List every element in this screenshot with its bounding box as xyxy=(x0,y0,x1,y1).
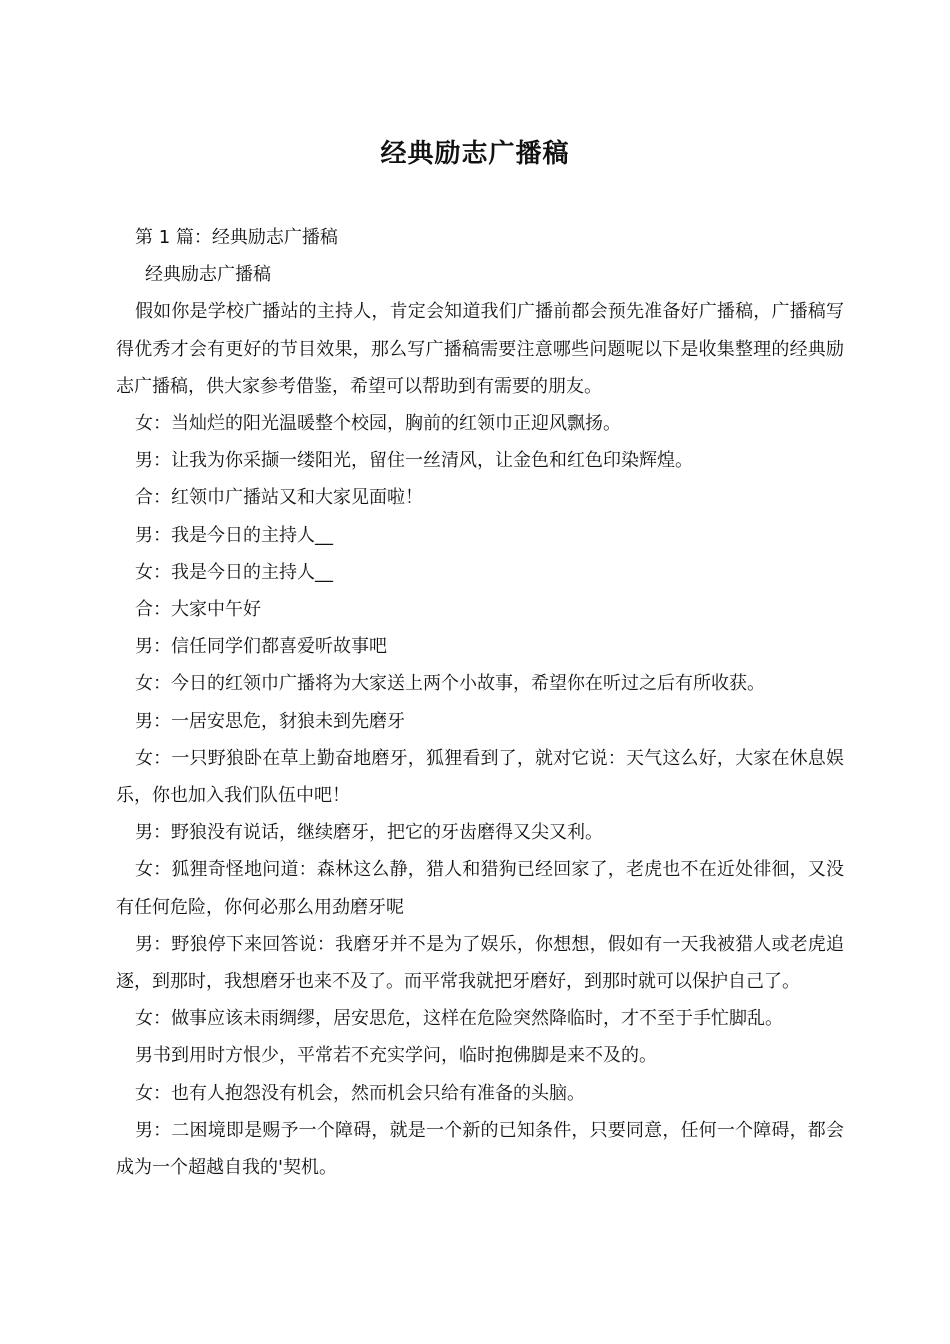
paragraph: 女：狐狸奇怪地问道：森林这么静，猎人和猎狗已经回家了，老虎也不在近处徘徊，又没有任何危险，你何必那么用劲磨牙呢 xyxy=(116,859,844,918)
paragraph: 男：二困境即是赐予一个障碍，就是一个新的已知条件，只要同意，任何一个障碍，都会成为一个超越自我的'契机。 xyxy=(116,1119,844,1179)
paragraph: 男：野狼没有说话，继续磨牙，把它的牙齿磨得又尖又利。 xyxy=(135,822,603,844)
paragraph: 合：红领巾广播站又和大家见面啦！ xyxy=(135,487,423,509)
paragraph-intro: 假如你是学校广播站的主持人，肯定会知道我们广播前都会预先准备好广播稿，广播稿写得优秀才会有更好的节目效果，那么写广播稿需要注意哪些问题呢以下是收集整理的经典励志广播稿，供大家参考借鉴，希望可以帮助到有需要的朋友。 xyxy=(116,301,844,397)
paragraph: 合：大家中午好 xyxy=(135,599,261,621)
paragraph: 女：做事应该未雨绸缪，居安思危，这样在危险突然降临时，才不至于手忙脚乱。 xyxy=(135,1008,783,1030)
paragraph-subtitle: 经典励志广播稿 xyxy=(145,264,271,286)
paragraph: 女：也有人抱怨没有机会，然而机会只给有准备的头脑。 xyxy=(135,1082,585,1104)
paragraph: 女：我是今日的主持人__ xyxy=(135,561,333,583)
document-body xyxy=(116,219,844,1186)
paragraph: 男：让我为你采撷一缕阳光，留住一丝清风，让金色和红色印染辉煌。 xyxy=(135,450,693,472)
paragraph: 男书到用时方恨少，平常若不充实学问，临时抱佛脚是来不及的。 xyxy=(135,1045,657,1067)
paragraph: 男：一居安思危，豺狼未到先磨牙 xyxy=(135,710,405,732)
paragraph: 男：我是今日的主持人__ xyxy=(135,524,333,546)
paragraph: 男：信任同学们都喜爱听故事吧 xyxy=(135,636,387,658)
paragraph-section-heading: 第 1 篇：经典励志广播稿 xyxy=(135,227,338,248)
paragraph: 女：今日的红领巾广播将为大家送上两个小故事，希望你在听过之后有所收获。 xyxy=(135,673,765,695)
paragraph: 女：当灿烂的阳光温暖整个校园，胸前的红领巾正迎风飘扬。 xyxy=(135,413,621,435)
paragraph: 男：野狼停下来回答说：我磨牙并不是为了娱乐，你想想，假如有一天我被猎人或老虎追逐，到那时，我想磨牙也来不及了。而平常我就把牙磨好，到那时就可以保护自己了。 xyxy=(116,933,844,993)
document-title: 经典励志广播稿 xyxy=(380,139,570,169)
paragraph: 女：一只野狼卧在草上勤奋地磨牙，狐狸看到了，就对它说：天气这么好，大家在休息娱乐，你也加入我们队伍中吧！ xyxy=(116,747,844,807)
